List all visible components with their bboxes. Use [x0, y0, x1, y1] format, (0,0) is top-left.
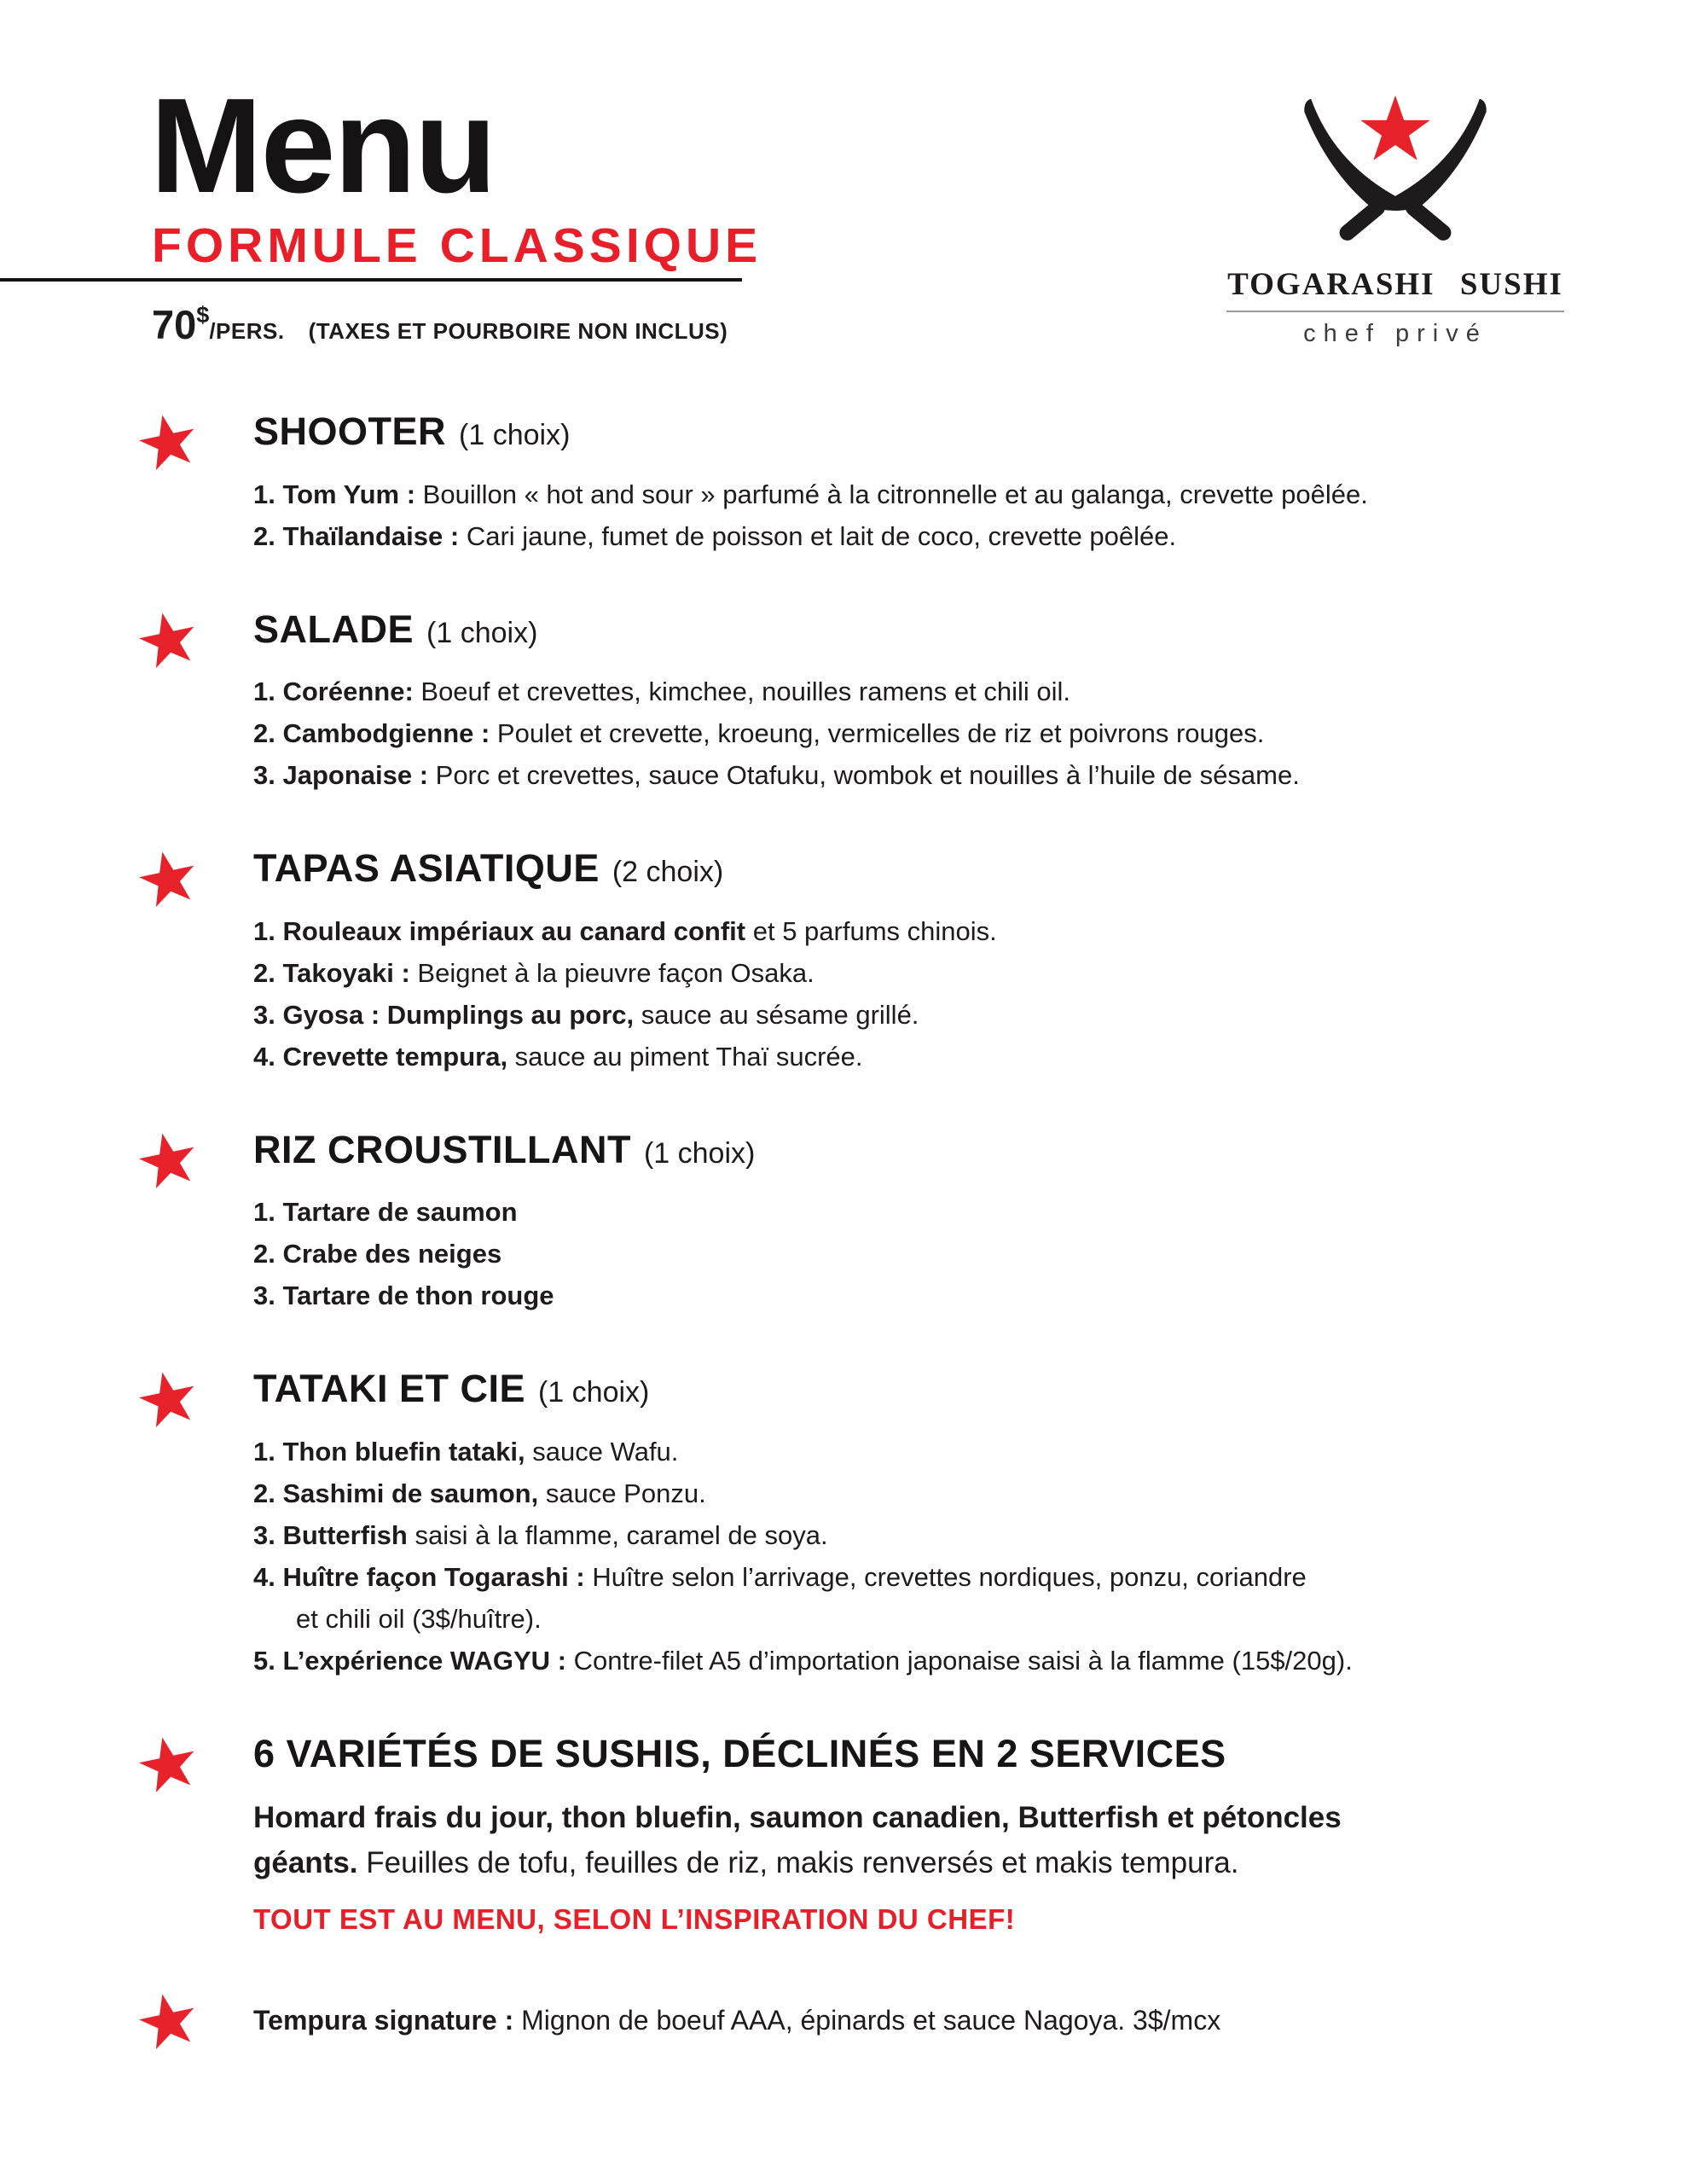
section-star — [138, 1989, 198, 2051]
menu-item — [253, 2000, 1584, 2042]
item-bold-text: 2. Cambodgienne : — [253, 718, 490, 748]
section-items — [253, 1191, 1584, 1316]
brand-divider — [1226, 311, 1564, 312]
red-star-icon — [132, 406, 203, 477]
menu-section-salade — [0, 608, 1687, 797]
section-star — [138, 410, 198, 472]
section-items — [253, 910, 1584, 1077]
item-text: sauce au piment Thaï sucrée. — [507, 1041, 863, 1072]
red-star-icon — [132, 1363, 203, 1434]
section-content — [253, 1989, 1584, 2042]
section-choice-count: (1 choix) — [459, 419, 571, 451]
red-star-icon — [132, 843, 203, 914]
menu-item — [253, 1431, 1584, 1472]
red-star-icon — [132, 1728, 203, 1799]
item-text: et 5 parfums chinois. — [745, 915, 997, 946]
item-text: Mignon de boeuf AAA, épinards et sauce Nagoya. 3$/mcx — [513, 2005, 1221, 2036]
menu-item — [253, 910, 1584, 952]
menu-item — [253, 994, 1584, 1036]
section-title: SALADE — [253, 607, 415, 651]
section-content — [253, 608, 1584, 797]
item-bold-text: 2. Crabe des neiges — [253, 1239, 502, 1269]
menu-section-shooter — [0, 410, 1687, 557]
item-text: sauce au sésame grillé. — [634, 999, 919, 1030]
menu-item — [253, 754, 1584, 796]
menu-item — [253, 1901, 1584, 1938]
header-divider — [0, 278, 742, 282]
section-heading — [253, 608, 1584, 651]
item-bold-text: 1. Thon bluefin tataki, — [253, 1436, 525, 1467]
section-heading — [253, 847, 1584, 890]
section-items — [253, 671, 1584, 796]
item-bold-text: 3. Tartare de thon rouge — [253, 1281, 554, 1310]
section-heading — [253, 410, 1584, 453]
item-bold-text: 3. Japonaise : — [253, 760, 429, 790]
price-per-person: /PERS. — [209, 318, 285, 344]
item-bold-text: 2. Sashimi de saumon, — [253, 1478, 539, 1508]
menu-section-tapas — [0, 847, 1687, 1077]
item-bold-text: 1. Tom Yum : — [253, 479, 416, 509]
section-title: 6 VARIÉTÉS DE SUSHIS, DÉCLINÉS EN 2 SERVICES — [253, 1731, 1226, 1775]
menu-item — [253, 1556, 1584, 1640]
menu-item — [253, 1275, 1584, 1316]
item-bold-text: 3. Butterfish — [253, 1519, 408, 1550]
price-currency: $ — [196, 302, 210, 328]
brand-name: TOGARASHI SUSHI — [1227, 267, 1563, 302]
menu-item — [253, 952, 1584, 994]
section-heading — [253, 1733, 1584, 1775]
section-title: SHOOTER — [253, 410, 447, 453]
menu-item — [253, 1640, 1584, 1682]
menu-section-riz-croustillant — [0, 1129, 1687, 1317]
section-star — [138, 1733, 198, 1794]
menu-item — [253, 712, 1584, 754]
section-star — [138, 847, 198, 909]
section-content — [253, 1733, 1584, 1939]
item-text: et chili oil (3$/huître). — [296, 1603, 542, 1634]
menu-section-tataki — [0, 1368, 1687, 1682]
menu-item — [253, 1472, 1584, 1514]
section-star — [138, 1368, 198, 1429]
item-text: Poulet et crevette, kroeung, vermicelles de riz et poivrons rouges. — [490, 718, 1265, 748]
item-bold-text: 2. Thaïlandaise : — [253, 520, 460, 551]
menu-item — [253, 1795, 1584, 1885]
brand-logo — [1226, 89, 1564, 348]
section-heading — [253, 1368, 1584, 1410]
item-text: Beignet à la pieuvre façon Osaka. — [409, 957, 815, 988]
red-star-icon — [132, 1985, 203, 2056]
item-bold-text: TOUT EST AU MENU, SELON L’INSPIRATION DU CHEF! — [253, 1903, 1016, 1935]
item-bold-text: Homard frais du jour, thon bluefin, saumon canadien, Butterfish et pétoncles — [253, 1801, 1342, 1834]
menu-item — [253, 1036, 1584, 1077]
item-bold-text: 1. Tartare de saumon — [253, 1197, 518, 1227]
item-text: Huître selon l’arrivage, crevettes nordiques, ponzu, coriandre — [584, 1561, 1307, 1592]
item-bold-text: 4. Crevette tempura, — [253, 1041, 508, 1072]
menu-header — [0, 0, 1687, 348]
item-text: saisi à la flamme, caramel de soya. — [407, 1519, 828, 1550]
section-title: TATAKI ET CIE — [253, 1367, 525, 1410]
item-text: Cari jaune, fumet de poisson et lait de coco, crevette poêlée. — [459, 520, 1177, 551]
section-items — [253, 1431, 1584, 1682]
section-items — [253, 1795, 1584, 1938]
section-choice-count: (2 choix) — [612, 856, 724, 888]
section-content — [253, 1368, 1584, 1682]
section-choice-count: (1 choix) — [643, 1136, 756, 1170]
section-content — [253, 847, 1584, 1077]
page-subtitle: FORMULE CLASSIQUE — [152, 218, 762, 273]
item-text: sauce Wafu. — [525, 1436, 679, 1467]
item-bold-text: 5. L’expérience WAGYU : — [253, 1645, 566, 1676]
section-items — [253, 473, 1584, 557]
menu-item — [253, 473, 1584, 515]
item-bold-text: 4. Huître façon Togarashi : — [253, 1561, 585, 1592]
section-content — [253, 1129, 1584, 1317]
red-star-icon — [132, 1124, 203, 1195]
logo-star-icon — [1360, 96, 1429, 160]
item-bold-text: 1. Rouleaux impériaux au canard confit — [253, 915, 746, 946]
price-amount: 70 — [152, 302, 197, 347]
menu-item — [253, 515, 1584, 557]
section-items — [253, 2000, 1584, 2042]
menu-item — [253, 1233, 1584, 1275]
menu-item — [253, 671, 1584, 712]
menu-section-tempura-signature — [0, 1989, 1687, 2051]
section-title: TAPAS ASIATIQUE — [253, 846, 600, 890]
section-title: RIZ CROUSTILLANT — [253, 1127, 631, 1171]
item-text: Feuilles de tofu, feuilles de riz, makis renversés et makis tempura. — [357, 1846, 1239, 1879]
item-bold-text: Tempura signature : — [253, 2005, 514, 2036]
section-choice-count: (1 choix) — [426, 616, 538, 649]
item-text: sauce Ponzu. — [538, 1478, 706, 1508]
page-title: Menu — [150, 71, 496, 221]
item-bold-text: 3. Gyosa : Dumplings au porc, — [253, 999, 635, 1030]
menu-section-sushis — [0, 1733, 1687, 1939]
item-text: Boeuf et crevettes, kimchee, nouilles ramens et chili oil. — [413, 677, 1070, 706]
section-heading — [253, 1129, 1584, 1171]
item-bold-text: 2. Takoyaki : — [253, 957, 410, 988]
brand-tagline: chef privé — [1303, 320, 1487, 347]
section-content — [253, 410, 1584, 557]
section-star — [138, 1129, 198, 1190]
menu-sections — [0, 410, 1687, 2051]
item-bold-text: géants. — [253, 1846, 358, 1879]
price-note: (TAXES ET POURBOIRE NON INCLUS) — [308, 318, 728, 344]
item-text: Porc et crevettes, sauce Otafuku, wombok et nouilles à l’huile de sésame. — [428, 760, 1300, 790]
item-text: Contre-filet A5 d’importation japonaise saisi à la flamme (15$/20g). — [565, 1645, 1353, 1676]
red-star-icon — [132, 604, 203, 675]
section-choice-count: (1 choix) — [537, 1376, 650, 1409]
menu-item — [253, 1514, 1584, 1556]
crossed-knives-icon — [1288, 89, 1503, 254]
section-star — [138, 608, 198, 670]
menu-item — [253, 1191, 1584, 1233]
item-text: Bouillon « hot and sour » parfumé à la citronnelle et au galanga, crevette poêlée. — [415, 479, 1368, 509]
item-bold-text: 1. Coréenne: — [253, 677, 414, 706]
